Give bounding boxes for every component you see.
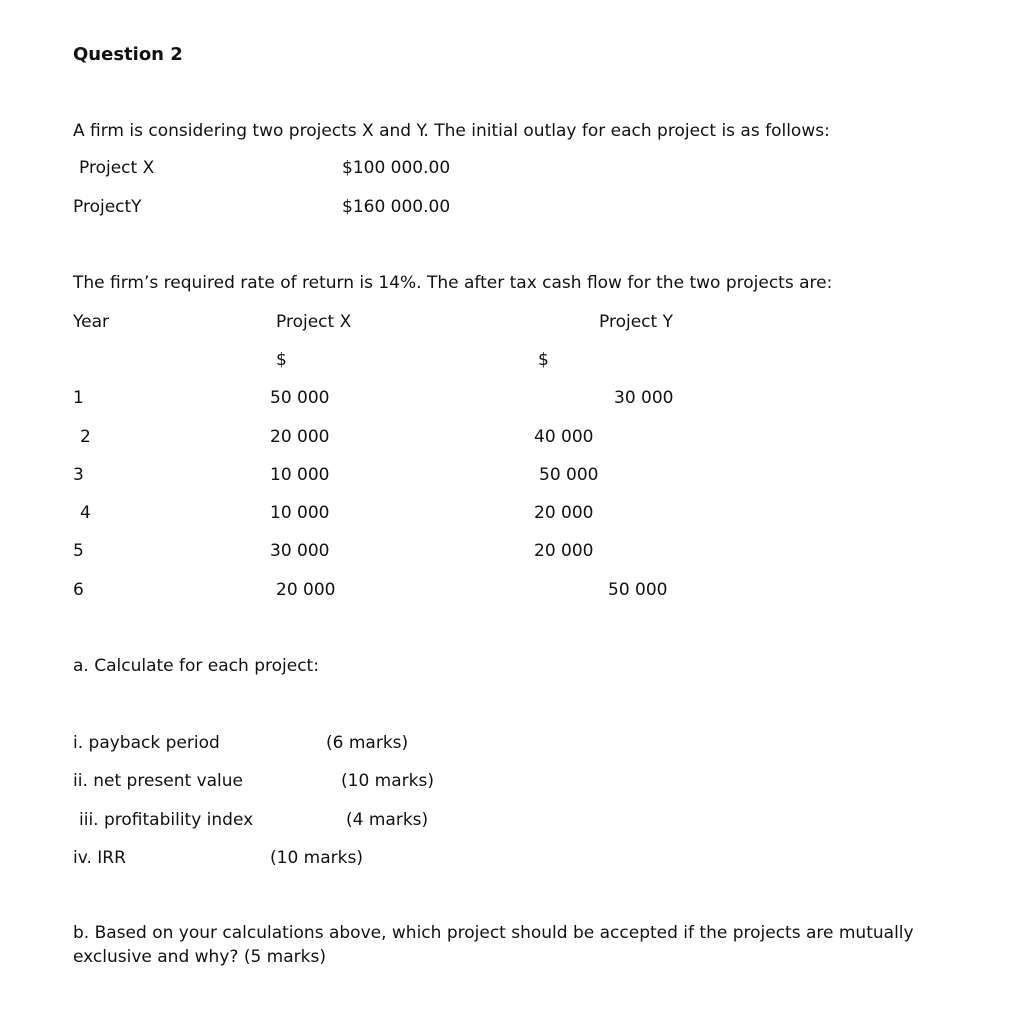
table-cell-project-y: 20 000	[534, 541, 594, 561]
part-a-prompt: a. Calculate for each project:	[73, 656, 319, 676]
outlay-project-x-amount: $100 000.00	[342, 158, 451, 178]
intro-text: A firm is considering two projects X and Y. The initial outlay for each project is as follows:	[73, 121, 830, 141]
table-header-year: Year	[73, 312, 109, 332]
outlay-project-y-label: ProjectY	[73, 197, 142, 217]
table-cell-project-x: 30 000	[270, 541, 330, 561]
table-cell-year: 6	[73, 580, 84, 600]
question-title: Question 2	[73, 44, 183, 65]
part-a-item-marks: (10 marks)	[341, 771, 434, 791]
part-a-item-label: iii. profitability index	[79, 810, 254, 830]
part-a-item-label: ii. net present value	[73, 771, 244, 791]
table-cell-project-x: 50 000	[270, 388, 330, 408]
part-a-item-label: iv. IRR	[73, 848, 126, 868]
table-cell-project-x: 20 000	[276, 580, 336, 600]
table-cell-year: 1	[73, 388, 84, 408]
table-cell-year: 3	[73, 465, 84, 485]
table-header-project-x: Project X	[276, 312, 352, 332]
table-header-project-y: Project Y	[599, 312, 673, 332]
table-cell-project-y: 30 000	[614, 388, 674, 408]
part-b-prompt: b. Based on your calculations above, which project should be accepted if the projects are mutually exclusive and why? (5 marks)	[73, 923, 914, 967]
table-cell-year: 4	[80, 503, 91, 523]
table-cell-project-y: 40 000	[534, 427, 594, 447]
table-cell-year: 2	[80, 427, 91, 447]
table-cell-project-x: 20 000	[270, 427, 330, 447]
currency-label-y: $	[538, 350, 549, 370]
table-cell-project-x: 10 000	[270, 465, 330, 485]
currency-label-x: $	[276, 350, 287, 370]
outlay-project-y-amount: $160 000.00	[342, 197, 451, 217]
table-cell-year: 5	[73, 541, 84, 561]
outlay-project-x-label: Project X	[79, 158, 155, 178]
part-a-item-marks: (6 marks)	[326, 733, 409, 753]
part-a-item-marks: (10 marks)	[270, 848, 363, 868]
table-cell-project-y: 50 000	[608, 580, 668, 600]
table-cell-project-y: 50 000	[539, 465, 599, 485]
part-a-item-label: i. payback period	[73, 733, 220, 753]
table-cell-project-x: 10 000	[270, 503, 330, 523]
table-cell-project-y: 20 000	[534, 503, 594, 523]
cashflow-intro-text: The firm’s required rate of return is 14%. The after tax cash flow for the two projects are:	[73, 273, 833, 293]
part-a-item-marks: (4 marks)	[346, 810, 429, 830]
